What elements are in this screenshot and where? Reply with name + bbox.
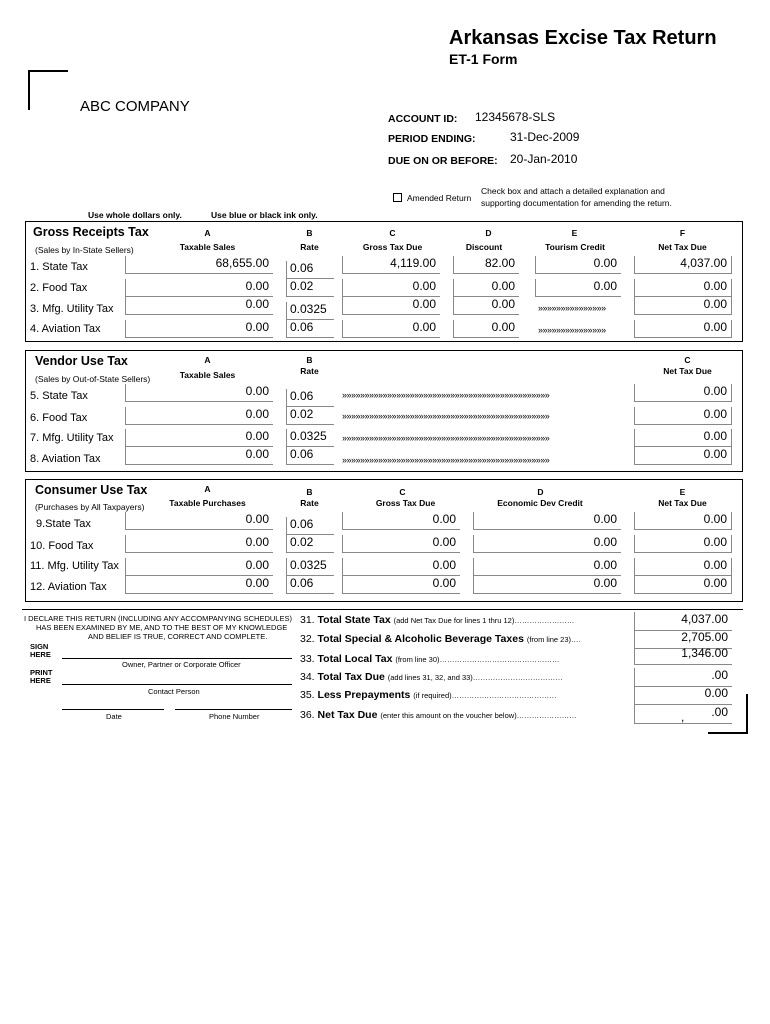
consumer-row-12-gross-tax[interactable]: 0.00 [342,576,460,594]
gross-row-4-filler: »»»»»»»»»»»»»»» [538,325,606,335]
phone-caption: Phone Number [209,712,260,721]
vendor-col-a-letter: A [204,355,211,365]
line-36-label: Net Tax Due [317,709,378,721]
line-31-num: 31. [300,614,315,626]
gross-col-f-letter: F [679,228,686,238]
blue-ink-note: Use blue or black ink only. [211,210,318,220]
gross-row-1-rate[interactable]: 0.06 [286,261,334,279]
print-here-label: HERE [30,676,51,685]
vendor-row-7-rate[interactable]: 0.0325 [286,429,334,447]
corner-mark [28,70,68,110]
vendor-row-6-taxable-sales[interactable]: 0.00 [125,407,273,425]
gross-row-4-taxable-sales[interactable]: 0.00 [125,320,273,338]
line-36-value[interactable]: .00 [634,705,732,724]
line-33-label: Total Local Tax [317,653,393,665]
vendor-row-8-net-tax[interactable]: 0.00 [634,447,732,465]
owner-caption: Owner, Partner or Corporate Officer [122,660,241,669]
account-id-label: ACCOUNT ID: [388,113,458,125]
gross-row-4-gross-tax[interactable]: 0.00 [342,320,440,338]
phone-line[interactable] [175,709,292,710]
vendor-use-title: Vendor Use Tax [35,354,128,368]
vendor-col-c-letter: C [684,355,691,365]
period-ending-label: PERIOD ENDING: [388,133,476,145]
gross-row-3-gross-tax[interactable]: 0.00 [342,297,440,315]
consumer-col-d-name: Economic Dev Credit [497,498,583,508]
sign-here-label: HERE [30,650,51,659]
line-31-label: Total State Tax [317,614,391,626]
line-33-note: (from line 30)………………………………………… [395,655,560,664]
consumer-row-9-gross-tax[interactable]: 0.00 [342,512,460,530]
gross-col-c-letter: C [389,228,396,238]
gross-row-2-gross-tax[interactable]: 0.00 [342,279,440,297]
gross-row-2-taxable-sales[interactable]: 0.00 [125,279,273,297]
consumer-row-10-econ-credit[interactable]: 0.00 [473,535,621,553]
due-date-value: 20-Jan-2010 [510,152,578,166]
gross-row-1-gross-tax[interactable]: 4,119.00 [342,256,440,274]
consumer-row-11-label: 11. Mfg. Utility Tax [30,560,119,572]
consumer-col-a-name: Taxable Purchases [169,498,246,508]
vendor-row-8-taxable-sales[interactable]: 0.00 [125,447,273,465]
consumer-row-11-net-tax[interactable]: 0.00 [634,558,732,576]
gross-row-3-taxable-sales[interactable]: 0.00 [125,297,273,315]
company-name: ABC COMPANY [80,98,190,115]
gross-row-1-tourism-credit[interactable]: 0.00 [535,256,621,274]
account-id-value: 12345678-SLS [475,110,556,124]
consumer-row-11-gross-tax[interactable]: 0.00 [342,558,460,576]
gross-col-e-name: Tourism Credit [545,242,605,252]
line-36-note: (enter this amount on the voucher below)…………………… [380,711,577,720]
amended-note-2: supporting documentation for amending the return. [481,198,672,208]
gross-row-4-rate[interactable]: 0.06 [286,320,334,338]
gross-row-3-net-tax[interactable]: 0.00 [634,297,732,315]
vendor-row-5-label: 5. State Tax [30,390,88,402]
consumer-col-b-letter: B [306,487,313,497]
vendor-row-7-net-tax[interactable]: 0.00 [634,429,732,447]
consumer-row-9-label: 9.State Tax [36,518,91,530]
gross-col-a-name: Taxable Sales [179,242,236,252]
consumer-row-9-rate[interactable]: 0.06 [286,517,334,535]
line-32-label: Total Special & Alcoholic Beverage Taxes [317,633,524,645]
total-line-32 [300,633,581,645]
line-33-num: 33. [300,653,315,665]
consumer-row-12-net-tax[interactable]: 0.00 [634,576,732,594]
vendor-col-b-name: Rate [300,366,319,376]
whole-dollars-note: Use whole dollars only. [88,210,182,220]
consumer-col-d-letter: D [537,487,544,497]
vendor-col-c-name: Net Tax Due [663,366,712,376]
gross-row-3-label: 3. Mfg. Utility Tax [30,303,114,315]
gross-col-d-name: Discount [465,242,503,252]
gross-row-3-discount[interactable]: 0.00 [453,297,519,315]
gross-row-3-rate[interactable]: 0.0325 [286,302,334,320]
corner-mark-bottom [708,694,748,734]
line-34-note: (add lines 31, 32, and 33)……………………………… [387,673,563,682]
line-34-label: Total Tax Due [317,671,385,683]
consumer-row-11-taxable-purchases[interactable]: 0.00 [125,558,273,576]
consumer-row-10-gross-tax[interactable]: 0.00 [342,535,460,553]
gross-row-1-label: 1. State Tax [30,261,88,273]
consumer-row-11-econ-credit[interactable]: 0.00 [473,558,621,576]
vendor-col-a-name: Taxable Sales [179,370,236,380]
consumer-row-9-net-tax[interactable]: 0.00 [634,512,732,530]
consumer-row-10-label: 10. Food Tax [30,540,94,552]
vendor-row-5-taxable-sales[interactable]: 0.00 [125,384,273,402]
gross-row-2-net-tax[interactable]: 0.00 [634,279,732,297]
gross-row-2-tourism-credit[interactable]: 0.00 [535,279,621,297]
line-32-note: (from line 23)…. [526,635,581,644]
vendor-use-subtitle: (Sales by Out-of-State Sellers) [35,374,151,384]
vendor-row-7-taxable-sales[interactable]: 0.00 [125,429,273,447]
line-31-note: (add Net Tax Due for lines 1 thru 12)…………………… [393,616,575,625]
gross-row-1-taxable-sales[interactable]: 68,655.00 [125,256,273,274]
line-35-num: 35. [300,689,315,701]
total-line-31 [300,614,574,626]
date-caption: Date [106,712,122,721]
declaration-line-2: HAS BEEN EXAMINED BY ME, AND TO THE BEST OF MY KNOWLEDGE [36,623,288,632]
line-33-value[interactable]: 1,346.00 [634,646,732,665]
period-ending-value: 31-Dec-2009 [510,130,580,144]
line-34-value[interactable]: .00 [634,668,732,687]
gross-row-1-net-tax[interactable]: 4,037.00 [634,256,732,274]
vendor-row-8-rate[interactable]: 0.06 [286,447,334,465]
vendor-row-6-label: 6. Food Tax [30,412,88,424]
vendor-row-6-net-tax[interactable]: 0.00 [634,407,732,425]
vendor-row-5-filler: »»»»»»»»»»»»»»»»»»»»»»»»»»»»»»»»»»»»»»»»»»»»»» [342,390,550,400]
gross-col-b-name: Rate [300,242,319,252]
sign-label: SIGN [30,642,49,651]
amended-return-checkbox[interactable] [393,193,402,202]
form-title: Arkansas Excise Tax Return [449,27,717,49]
consumer-col-a-letter: A [204,484,211,494]
vendor-row-5-net-tax[interactable]: 0.00 [634,384,732,402]
amended-return-label: Amended Return [407,193,472,203]
gross-row-4-discount[interactable]: 0.00 [453,320,519,338]
total-line-34 [300,671,563,683]
vendor-row-5-rate[interactable]: 0.06 [286,389,334,407]
gross-row-2-label: 2. Food Tax [30,282,88,294]
gross-row-4-label: 4. Aviation Tax [30,323,101,335]
declaration-line-3: AND BELIEF IS TRUE, CORRECT AND COMPLETE. [88,632,268,641]
declaration-line-1: I DECLARE THIS RETURN (INCLUDING ANY ACCOMPANYING SCHEDULES) [24,614,292,623]
consumer-col-b-name: Rate [300,498,319,508]
line-31-value[interactable]: 4,037.00 [634,612,732,631]
form-number: ET-1 Form [449,51,518,67]
consumer-col-e-name: Net Tax Due [658,498,707,508]
signature-line[interactable] [62,658,292,659]
gross-row-2-discount[interactable]: 0.00 [453,279,519,297]
line-36-comma: , [681,710,685,724]
consumer-col-c-letter: C [399,487,406,497]
due-date-label: DUE ON OR BEFORE: [388,155,498,167]
consumer-row-9-taxable-purchases[interactable]: 0.00 [125,512,273,530]
vendor-row-8-label: 8. Aviation Tax [30,453,101,465]
line-35-value[interactable]: 0.00 [634,686,732,705]
gross-row-1-discount[interactable]: 82.00 [453,256,519,274]
consumer-use-title: Consumer Use Tax [35,483,148,497]
line-34-num: 34. [300,671,315,683]
vendor-row-7-label: 7. Mfg. Utility Tax [30,432,114,444]
consumer-col-c-name: Gross Tax Due [375,498,436,508]
print-label: PRINT [30,668,53,677]
line-35-label: Less Prepayments [317,689,411,701]
vendor-row-8-filler: »»»»»»»»»»»»»»»»»»»»»»»»»»»»»»»»»»»»»»»»»»»»»» [342,455,550,465]
consumer-row-12-rate[interactable]: 0.06 [286,576,334,594]
vendor-col-b-letter: B [306,355,313,365]
line-32-num: 32. [300,633,315,645]
date-line[interactable] [62,709,164,710]
total-line-36 [300,709,577,721]
consumer-row-10-taxable-purchases[interactable]: 0.00 [125,535,273,553]
gross-row-4-net-tax[interactable]: 0.00 [634,320,732,338]
consumer-row-9-econ-credit[interactable]: 0.00 [473,512,621,530]
line-32-value[interactable]: 2,705.00 [634,630,732,649]
consumer-row-11-rate[interactable]: 0.0325 [286,558,334,576]
total-line-33 [300,653,560,665]
gross-col-a-letter: A [204,228,211,238]
consumer-row-12-label: 12. Aviation Tax [30,581,107,593]
gross-col-f-name: Net Tax Due [658,242,707,252]
print-name-line[interactable] [62,684,292,685]
consumer-row-10-rate[interactable]: 0.02 [286,535,334,553]
gross-col-c-name: Gross Tax Due [362,242,423,252]
contact-caption: Contact Person [148,687,200,696]
line-35-note: (if required)…………………………………… [413,691,557,700]
declaration-top-rule [22,609,743,610]
vendor-row-6-filler: »»»»»»»»»»»»»»»»»»»»»»»»»»»»»»»»»»»»»»»»»»»»»» [342,411,550,421]
consumer-use-subtitle: (Purchases by All Taxpayers) [35,502,145,512]
gross-row-2-rate[interactable]: 0.02 [286,279,334,297]
gross-receipts-subtitle: (Sales by In-State Sellers) [35,245,134,255]
line-36-num: 36. [300,709,315,721]
total-line-35 [300,689,557,701]
amended-note-1: Check box and attach a detailed explanation and [481,186,665,196]
consumer-row-12-taxable-purchases[interactable]: 0.00 [125,576,273,594]
gross-col-e-letter: E [571,228,578,238]
consumer-col-e-letter: E [679,487,686,497]
gross-receipts-title: Gross Receipts Tax [33,225,149,239]
consumer-row-10-net-tax[interactable]: 0.00 [634,535,732,553]
vendor-row-6-rate[interactable]: 0.02 [286,407,334,425]
gross-row-3-filler: »»»»»»»»»»»»»»» [538,303,606,313]
gross-col-b-letter: B [306,228,313,238]
vendor-row-7-filler: »»»»»»»»»»»»»»»»»»»»»»»»»»»»»»»»»»»»»»»»»»»»»» [342,433,550,443]
gross-col-d-letter: D [485,228,492,238]
consumer-row-12-econ-credit[interactable]: 0.00 [473,576,621,594]
